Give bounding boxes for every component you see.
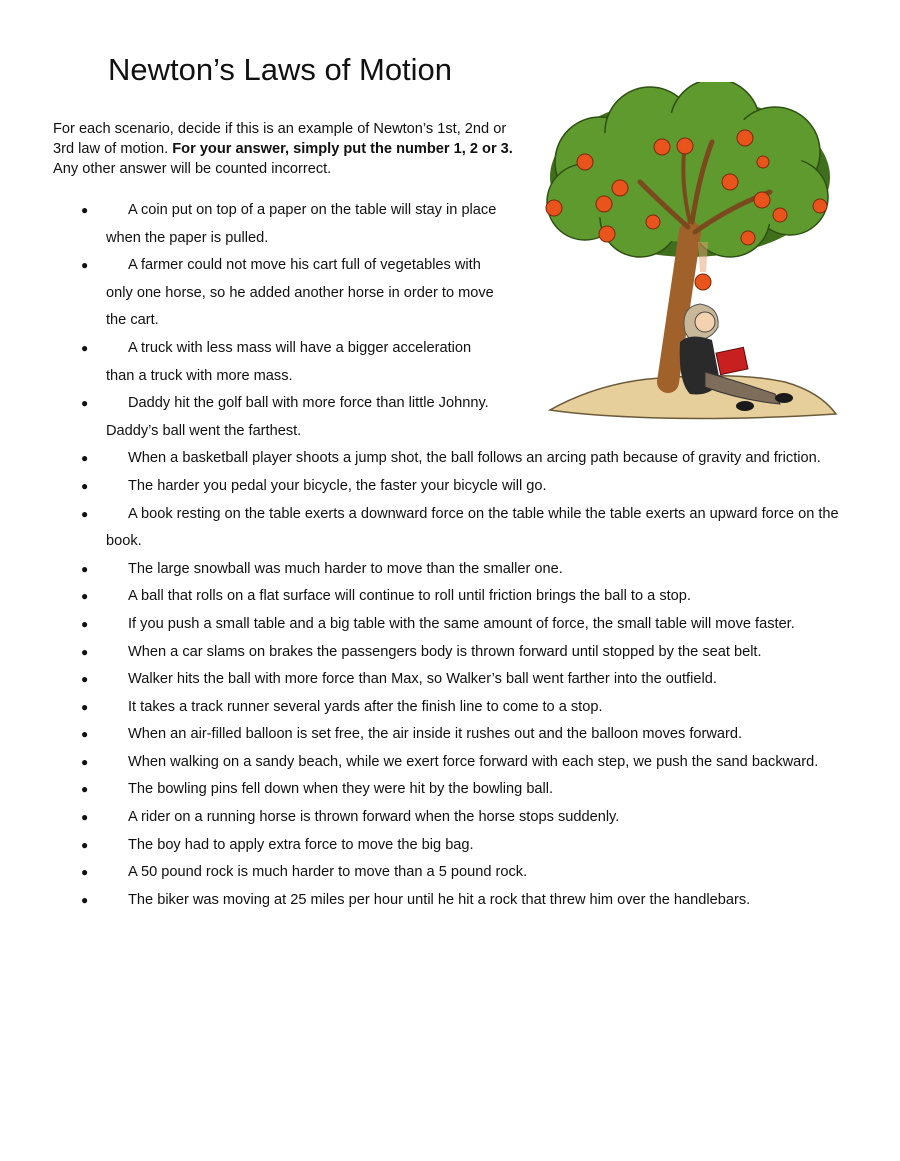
bullet-icon: ● — [81, 672, 89, 687]
scenario-text: A ball that rolls on a flat surface will continue to roll until friction brings the ball to a stop. — [128, 588, 691, 605]
scenario-item — [0, 832, 846, 860]
scenario-item — [0, 749, 846, 777]
scenario-item — [0, 859, 846, 887]
scenario-item — [0, 583, 846, 611]
scenario-text: A farmer could not move his cart full of vegetables with only one horse, so he added another horse in order to move the cart. — [106, 257, 494, 329]
bullet-icon: ● — [81, 506, 89, 521]
bullet-icon: ● — [81, 561, 89, 576]
scenario-text: When an air-filled balloon is set free, the air inside it rushes out and the balloon moves forward. — [128, 726, 743, 743]
scenario-item — [0, 252, 501, 335]
scenario-item — [0, 666, 846, 694]
scenario-item — [0, 804, 846, 832]
scenario-text: If you push a small table and a big table with the same amount of force, the small table will move faster. — [128, 615, 795, 632]
scenario-text: A 50 pound rock is much harder to move than a 5 pound rock. — [128, 864, 528, 881]
scenario-text: The harder you pedal your bicycle, the faster your bicycle will go. — [128, 477, 547, 494]
scenario-item — [0, 197, 501, 252]
scenario-item — [0, 694, 846, 722]
instructions-emphasis: For your answer, simply put the number 1, 2 or 3. — [172, 141, 513, 157]
bullet-icon: ● — [81, 451, 89, 466]
scenario-item — [0, 611, 846, 639]
bullet-icon: ● — [81, 340, 89, 355]
bullet-icon: ● — [81, 837, 89, 852]
instructions-warning: Any other answer will be counted incorrect. — [53, 161, 332, 177]
scenario-list — [0, 197, 900, 914]
scenario-text: Walker hits the ball with more force than Max, so Walker’s ball went farther into the outfield. — [128, 671, 717, 688]
bullet-icon: ● — [81, 892, 89, 907]
page-title: Newton’s Laws of Motion — [108, 52, 453, 87]
scenario-item — [0, 776, 846, 804]
scenario-text: The boy had to apply extra force to move the big bag. — [128, 836, 474, 853]
scenario-text: A truck with less mass will have a bigger acceleration than a truck with more mass. — [106, 339, 472, 384]
bullet-icon: ● — [81, 810, 89, 825]
bullet-icon: ● — [81, 203, 89, 217]
scenario-text: It takes a track runner several yards after the finish line to come to a stop. — [128, 698, 603, 715]
bullet-icon: ● — [81, 865, 89, 880]
scenario-text: When a basketball player shoots a jump shot, the ball follows an arcing path because of gravity and friction. — [128, 450, 821, 467]
scenario-text: The bowling pins fell down when they were hit by the bowling ball. — [128, 781, 554, 798]
scenario-text: Daddy hit the golf ball with more force than little Johnny. Daddy’s ball went the farthest. — [106, 395, 489, 439]
scenario-item — [0, 445, 846, 473]
scenario-item — [0, 721, 846, 749]
bullet-icon: ● — [81, 699, 89, 714]
scenario-text: The biker was moving at 25 miles per hour until he hit a rock that threw him over the handlebars. — [128, 891, 751, 908]
scenario-item — [0, 501, 846, 556]
bullet-icon: ● — [81, 396, 89, 411]
instructions — [53, 119, 523, 179]
bullet-icon: ● — [81, 754, 89, 769]
scenario-item — [0, 556, 846, 584]
bullet-icon: ● — [81, 616, 89, 631]
scenario-item — [0, 335, 501, 390]
bullet-icon: ● — [81, 644, 89, 659]
bullet-icon: ● — [81, 478, 89, 493]
scenario-text: A book resting on the table exerts a downward force on the table while the table exerts an upward force on the book. — [106, 505, 839, 550]
scenario-text: A rider on a running horse is thrown forward when the horse stops suddenly. — [128, 809, 620, 826]
bullet-icon: ● — [81, 782, 89, 797]
bullet-icon: ● — [81, 258, 89, 273]
scenario-text: When a car slams on brakes the passengers body is thrown forward until stopped by the seat belt. — [128, 643, 762, 660]
instructions-text: For each scenario, decide if this is an example of Newton’s 1st, 2nd or 3rd law of motion. — [53, 121, 507, 157]
scenario-item — [0, 473, 846, 501]
scenario-item — [0, 390, 501, 445]
scenario-item — [0, 887, 846, 915]
bullet-icon: ● — [81, 589, 89, 604]
scenario-item — [0, 639, 846, 667]
scenario-text: A coin put on top of a paper on the table will stay in place when the paper is pulled. — [106, 202, 497, 246]
scenario-text: When walking on a sandy beach, while we exert force forward with each step, we push the sand backward. — [128, 753, 819, 770]
scenario-text: The large snowball was much harder to move than the smaller one. — [128, 560, 563, 577]
bullet-icon: ● — [81, 727, 89, 742]
